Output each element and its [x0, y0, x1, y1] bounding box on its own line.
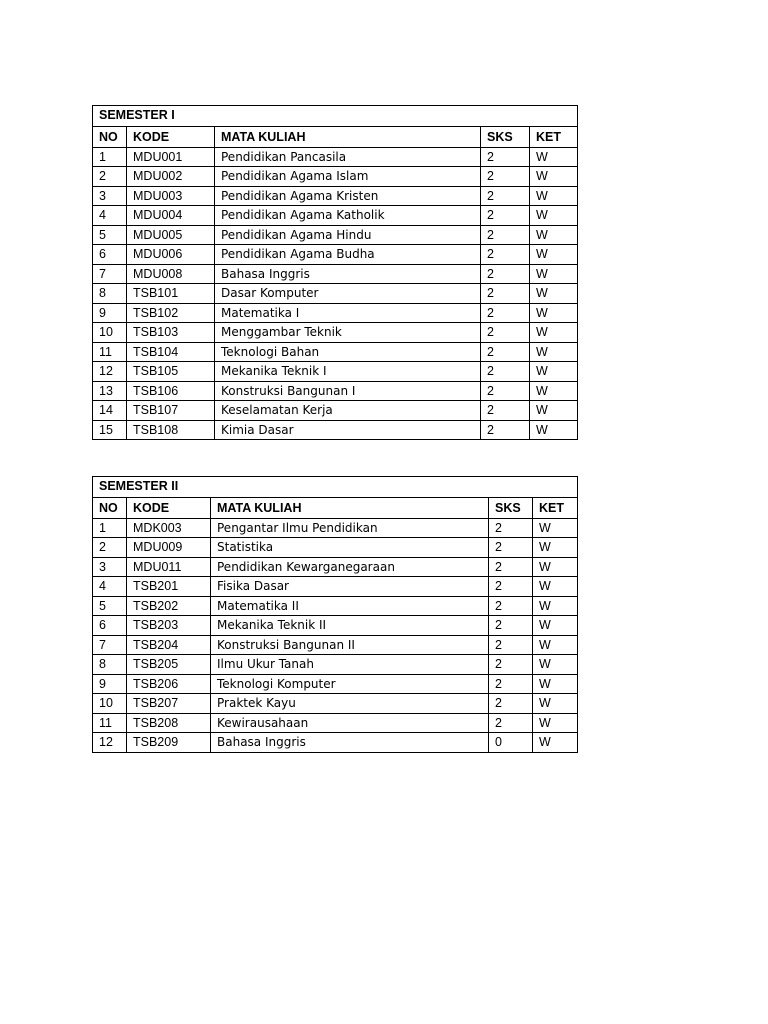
cell-mata-kuliah: Teknologi Komputer — [211, 674, 489, 694]
header-kode: KODE — [127, 126, 215, 147]
cell-ket: W — [533, 635, 578, 655]
cell-ket: W — [533, 557, 578, 577]
cell-kode: TSB208 — [127, 713, 211, 733]
cell-sks: 2 — [481, 323, 530, 343]
cell-mata-kuliah: Teknologi Bahan — [215, 342, 481, 362]
table-row — [93, 362, 578, 382]
header-kode: KODE — [127, 497, 211, 518]
cell-mata-kuliah: Dasar Komputer — [215, 284, 481, 304]
cell-sks: 2 — [489, 518, 533, 538]
table-row — [93, 401, 578, 421]
cell-sks: 2 — [481, 420, 530, 440]
cell-sks: 2 — [489, 713, 533, 733]
cell-sks: 2 — [481, 342, 530, 362]
cell-ket: W — [533, 694, 578, 714]
cell-mata-kuliah: Menggambar Teknik — [215, 323, 481, 343]
cell-sks: 2 — [481, 284, 530, 304]
table-row — [93, 655, 578, 675]
cell-no: 2 — [93, 167, 127, 187]
cell-mata-kuliah: Kimia Dasar — [215, 420, 481, 440]
cell-kode: MDU003 — [127, 186, 215, 206]
cell-sks: 2 — [481, 167, 530, 187]
header-no: NO — [93, 497, 127, 518]
cell-mata-kuliah: Konstruksi Bangunan I — [215, 381, 481, 401]
cell-kode: TSB204 — [127, 635, 211, 655]
cell-mata-kuliah: Keselamatan Kerja — [215, 401, 481, 421]
cell-mata-kuliah: Mekanika Teknik I — [215, 362, 481, 382]
cell-sks: 2 — [481, 206, 530, 226]
cell-kode: TSB203 — [127, 616, 211, 636]
cell-sks: 2 — [489, 616, 533, 636]
cell-ket: W — [533, 655, 578, 675]
table-row — [93, 264, 578, 284]
table-row — [93, 557, 578, 577]
cell-kode: TSB201 — [127, 577, 211, 597]
cell-kode: MDU001 — [127, 147, 215, 167]
semester-2-table — [92, 476, 578, 753]
cell-ket: W — [530, 147, 578, 167]
table-row — [93, 186, 578, 206]
cell-no: 8 — [93, 655, 127, 675]
header-sks: SKS — [489, 497, 533, 518]
cell-no: 12 — [93, 733, 127, 753]
cell-sks: 2 — [481, 303, 530, 323]
semester-title-row — [93, 106, 578, 127]
cell-mata-kuliah: Pendidikan Kewarganegaraan — [211, 557, 489, 577]
table-row — [93, 206, 578, 226]
cell-ket: W — [530, 245, 578, 265]
table-row — [93, 381, 578, 401]
table-row — [93, 225, 578, 245]
cell-ket: W — [533, 538, 578, 558]
cell-ket: W — [530, 264, 578, 284]
cell-ket: W — [530, 420, 578, 440]
header-no: NO — [93, 126, 127, 147]
cell-ket: W — [530, 381, 578, 401]
cell-kode: MDU006 — [127, 245, 215, 265]
cell-sks: 0 — [489, 733, 533, 753]
cell-kode: TSB102 — [127, 303, 215, 323]
cell-ket: W — [530, 362, 578, 382]
table-row — [93, 596, 578, 616]
cell-no: 9 — [93, 674, 127, 694]
table-row — [93, 635, 578, 655]
cell-no: 11 — [93, 713, 127, 733]
cell-sks: 2 — [481, 381, 530, 401]
cell-ket: W — [530, 206, 578, 226]
header-sks: SKS — [481, 126, 530, 147]
cell-sks: 2 — [489, 694, 533, 714]
table-row — [93, 577, 578, 597]
header-ket: KET — [533, 497, 578, 518]
cell-sks: 2 — [481, 147, 530, 167]
cell-kode: TSB107 — [127, 401, 215, 421]
cell-sks: 2 — [481, 245, 530, 265]
cell-kode: MDK003 — [127, 518, 211, 538]
cell-kode: MDU008 — [127, 264, 215, 284]
cell-ket: W — [530, 225, 578, 245]
cell-kode: TSB106 — [127, 381, 215, 401]
table-row — [93, 303, 578, 323]
cell-no: 6 — [93, 616, 127, 636]
table-row — [93, 245, 578, 265]
cell-ket: W — [530, 323, 578, 343]
cell-mata-kuliah: Bahasa Inggris — [215, 264, 481, 284]
cell-ket: W — [533, 713, 578, 733]
cell-kode: TSB103 — [127, 323, 215, 343]
cell-no: 7 — [93, 635, 127, 655]
cell-no: 5 — [93, 225, 127, 245]
table-row — [93, 538, 578, 558]
semester-title: SEMESTER II — [93, 477, 578, 498]
cell-no: 1 — [93, 518, 127, 538]
cell-mata-kuliah: Ilmu Ukur Tanah — [211, 655, 489, 675]
cell-kode: MDU009 — [127, 538, 211, 558]
cell-kode: MDU011 — [127, 557, 211, 577]
cell-sks: 2 — [481, 362, 530, 382]
table-header-row — [93, 126, 578, 147]
semester-1-table — [92, 105, 578, 440]
cell-mata-kuliah: Matematika II — [211, 596, 489, 616]
cell-ket: W — [530, 342, 578, 362]
table-row — [93, 674, 578, 694]
cell-no: 5 — [93, 596, 127, 616]
cell-no: 4 — [93, 577, 127, 597]
cell-no: 6 — [93, 245, 127, 265]
cell-no: 10 — [93, 323, 127, 343]
cell-no: 3 — [93, 557, 127, 577]
table-row — [93, 167, 578, 187]
cell-no: 13 — [93, 381, 127, 401]
semester-title: SEMESTER I — [93, 106, 578, 127]
cell-ket: W — [533, 577, 578, 597]
cell-no: 14 — [93, 401, 127, 421]
cell-mata-kuliah: Pendidikan Agama Hindu — [215, 225, 481, 245]
cell-mata-kuliah: Praktek Kayu — [211, 694, 489, 714]
cell-mata-kuliah: Bahasa Inggris — [211, 733, 489, 753]
cell-ket: W — [530, 303, 578, 323]
cell-sks: 2 — [489, 557, 533, 577]
cell-no: 1 — [93, 147, 127, 167]
cell-sks: 2 — [489, 538, 533, 558]
cell-sks: 2 — [481, 225, 530, 245]
cell-mata-kuliah: Matematika I — [215, 303, 481, 323]
cell-sks: 2 — [489, 577, 533, 597]
cell-kode: TSB205 — [127, 655, 211, 675]
header-mata-kuliah: MATA KULIAH — [211, 497, 489, 518]
cell-no: 12 — [93, 362, 127, 382]
cell-ket: W — [533, 616, 578, 636]
table-row — [93, 323, 578, 343]
cell-no: 7 — [93, 264, 127, 284]
cell-no: 9 — [93, 303, 127, 323]
table-row — [93, 713, 578, 733]
cell-mata-kuliah: Fisika Dasar — [211, 577, 489, 597]
cell-mata-kuliah: Pendidikan Agama Budha — [215, 245, 481, 265]
cell-ket: W — [530, 167, 578, 187]
table-row — [93, 284, 578, 304]
cell-kode: MDU005 — [127, 225, 215, 245]
cell-mata-kuliah: Konstruksi Bangunan II — [211, 635, 489, 655]
table-row — [93, 694, 578, 714]
cell-ket: W — [533, 518, 578, 538]
cell-kode: TSB206 — [127, 674, 211, 694]
cell-sks: 2 — [489, 635, 533, 655]
header-ket: KET — [530, 126, 578, 147]
table-row — [93, 733, 578, 753]
cell-sks: 2 — [481, 264, 530, 284]
cell-ket: W — [530, 186, 578, 206]
cell-sks: 2 — [481, 186, 530, 206]
cell-ket: W — [533, 596, 578, 616]
cell-mata-kuliah: Pengantar Ilmu Pendidikan — [211, 518, 489, 538]
cell-kode: TSB202 — [127, 596, 211, 616]
table-row — [93, 420, 578, 440]
cell-no: 8 — [93, 284, 127, 304]
cell-kode: TSB209 — [127, 733, 211, 753]
cell-no: 11 — [93, 342, 127, 362]
cell-kode: TSB101 — [127, 284, 215, 304]
table-row — [93, 616, 578, 636]
cell-kode: TSB108 — [127, 420, 215, 440]
cell-mata-kuliah: Mekanika Teknik II — [211, 616, 489, 636]
cell-mata-kuliah: Pendidikan Agama Katholik — [215, 206, 481, 226]
table-header-row — [93, 497, 578, 518]
cell-ket: W — [533, 733, 578, 753]
table-row — [93, 518, 578, 538]
cell-no: 15 — [93, 420, 127, 440]
cell-ket: W — [530, 284, 578, 304]
header-mata-kuliah: MATA KULIAH — [215, 126, 481, 147]
cell-sks: 2 — [489, 596, 533, 616]
cell-mata-kuliah: Statistika — [211, 538, 489, 558]
cell-kode: MDU002 — [127, 167, 215, 187]
cell-no: 4 — [93, 206, 127, 226]
cell-no: 10 — [93, 694, 127, 714]
cell-ket: W — [533, 674, 578, 694]
cell-mata-kuliah: Pendidikan Pancasila — [215, 147, 481, 167]
cell-mata-kuliah: Pendidikan Agama Kristen — [215, 186, 481, 206]
cell-kode: TSB207 — [127, 694, 211, 714]
cell-kode: MDU004 — [127, 206, 215, 226]
cell-no: 2 — [93, 538, 127, 558]
cell-kode: TSB104 — [127, 342, 215, 362]
cell-kode: TSB105 — [127, 362, 215, 382]
cell-sks: 2 — [489, 674, 533, 694]
cell-mata-kuliah: Kewirausahaan — [211, 713, 489, 733]
cell-mata-kuliah: Pendidikan Agama Islam — [215, 167, 481, 187]
cell-sks: 2 — [489, 655, 533, 675]
cell-no: 3 — [93, 186, 127, 206]
table-row — [93, 342, 578, 362]
cell-sks: 2 — [481, 401, 530, 421]
table-row — [93, 147, 578, 167]
cell-ket: W — [530, 401, 578, 421]
semester-title-row — [93, 477, 578, 498]
